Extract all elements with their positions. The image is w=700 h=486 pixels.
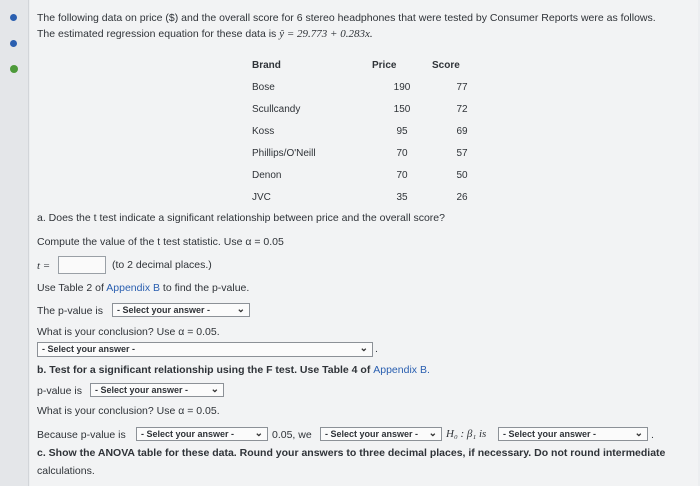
left-rail <box>0 0 29 486</box>
p-value-label-a: The p-value is <box>37 305 103 317</box>
null-hypothesis: H₀ : β₁ is <box>446 428 487 440</box>
select-text: - Select your answer - <box>503 429 597 439</box>
header-price: Price <box>372 59 397 71</box>
p-value-label-b: p-value is <box>37 385 82 397</box>
cell-score: 26 <box>456 191 468 203</box>
table-row <box>252 164 492 186</box>
table-row <box>252 186 492 208</box>
cell-price: 35 <box>396 191 408 203</box>
chevron-down-icon: ⌄ <box>236 304 245 315</box>
chevron-down-icon: ⌄ <box>359 343 368 354</box>
table-row <box>252 142 492 164</box>
comparison-select[interactable] <box>136 427 268 441</box>
cell-brand: Koss <box>252 125 275 137</box>
status-dot-icon <box>10 40 17 47</box>
cell-brand: Phillips/O'Neill <box>252 147 316 159</box>
cell-brand: Denon <box>252 169 282 181</box>
cell-price: 150 <box>393 103 411 115</box>
cell-price: 190 <box>393 81 411 93</box>
table-header-row <box>252 54 492 76</box>
header-score: Score <box>432 59 460 71</box>
question-panel <box>30 0 698 486</box>
status-dot-icon <box>10 14 17 21</box>
part-c-line-1: c. Show the ANOVA table for these data. Round your answers to three decimal places, if necessary. Do not round intermediate <box>37 447 666 459</box>
chevron-down-icon: ⌄ <box>254 428 263 439</box>
intro-line-2 <box>37 28 373 40</box>
table-row <box>252 120 492 142</box>
select-text: - Select your answer - <box>325 429 419 439</box>
cell-price: 70 <box>396 147 408 159</box>
chevron-down-icon: ⌄ <box>210 384 219 395</box>
conclusion-select-a[interactable] <box>37 342 373 357</box>
appendix-b-link[interactable]: Appendix B. <box>373 364 430 376</box>
period: . <box>651 429 654 441</box>
cell-brand: Bose <box>252 81 275 93</box>
intro-line-2-prefix: The estimated regression equation for these data is <box>37 28 277 40</box>
use-table-prefix: Use Table 2 of <box>37 282 104 294</box>
cell-price: 70 <box>396 169 408 181</box>
cell-brand: JVC <box>252 191 271 203</box>
check-status-icon <box>10 65 18 73</box>
cell-score: 69 <box>456 125 468 137</box>
use-table-2-line <box>37 282 249 294</box>
part-a-compute: Compute the value of the t test statistic. Use α = 0.05 <box>37 236 284 248</box>
cell-score: 50 <box>456 169 468 181</box>
conclusion-b: What is your conclusion? Use α = 0.05. <box>37 405 220 417</box>
t-label: t = <box>37 260 51 272</box>
part-a-question: a. Does the t test indicate a significant relationship between price and the overall score? <box>37 212 445 224</box>
select-text: - Select your answer - <box>95 385 189 395</box>
select-text: - Select your answer - <box>141 429 235 439</box>
t-note: (to 2 decimal places.) <box>112 259 212 271</box>
part-b-question <box>37 364 430 376</box>
cell-price: 95 <box>396 125 408 137</box>
chevron-down-icon: ⌄ <box>428 428 437 439</box>
intro-line-1: The following data on price ($) and the overall score for 6 stereo headphones that were tested by Consumer Reports were as follows. <box>37 12 656 24</box>
headphone-data-table <box>252 54 492 208</box>
cell-brand: Scullcandy <box>252 103 301 115</box>
cell-score: 77 <box>456 81 468 93</box>
p-value-select-b[interactable] <box>90 383 224 397</box>
period: . <box>375 343 378 355</box>
table-row <box>252 76 492 98</box>
regression-equation: ŷ = 29.773 + 0.283x. <box>279 28 373 40</box>
p-value-select-a[interactable] <box>112 303 250 317</box>
conclusion-a: What is your conclusion? Use α = 0.05. <box>37 326 220 338</box>
cell-score: 72 <box>456 103 468 115</box>
cell-score: 57 <box>456 147 468 159</box>
part-b-question-prefix: b. Test for a significant relationship using the F test. Use Table 4 of <box>37 364 371 376</box>
header-brand: Brand <box>252 59 281 71</box>
chevron-down-icon: ⌄ <box>634 428 643 439</box>
hypothesis-select[interactable] <box>498 427 648 441</box>
table-row <box>252 98 492 120</box>
appendix-b-link[interactable]: Appendix B <box>106 282 160 294</box>
decision-select[interactable] <box>320 427 442 441</box>
select-text: - Select your answer - <box>42 344 136 354</box>
because-mid: 0.05, we <box>272 429 312 441</box>
select-text: - Select your answer - <box>117 305 211 315</box>
part-c-line-2: calculations. <box>37 465 95 477</box>
because-prefix: Because p-value is <box>37 429 126 441</box>
use-table-suffix: to find the p-value. <box>162 282 250 294</box>
t-statistic-input[interactable] <box>58 256 106 274</box>
